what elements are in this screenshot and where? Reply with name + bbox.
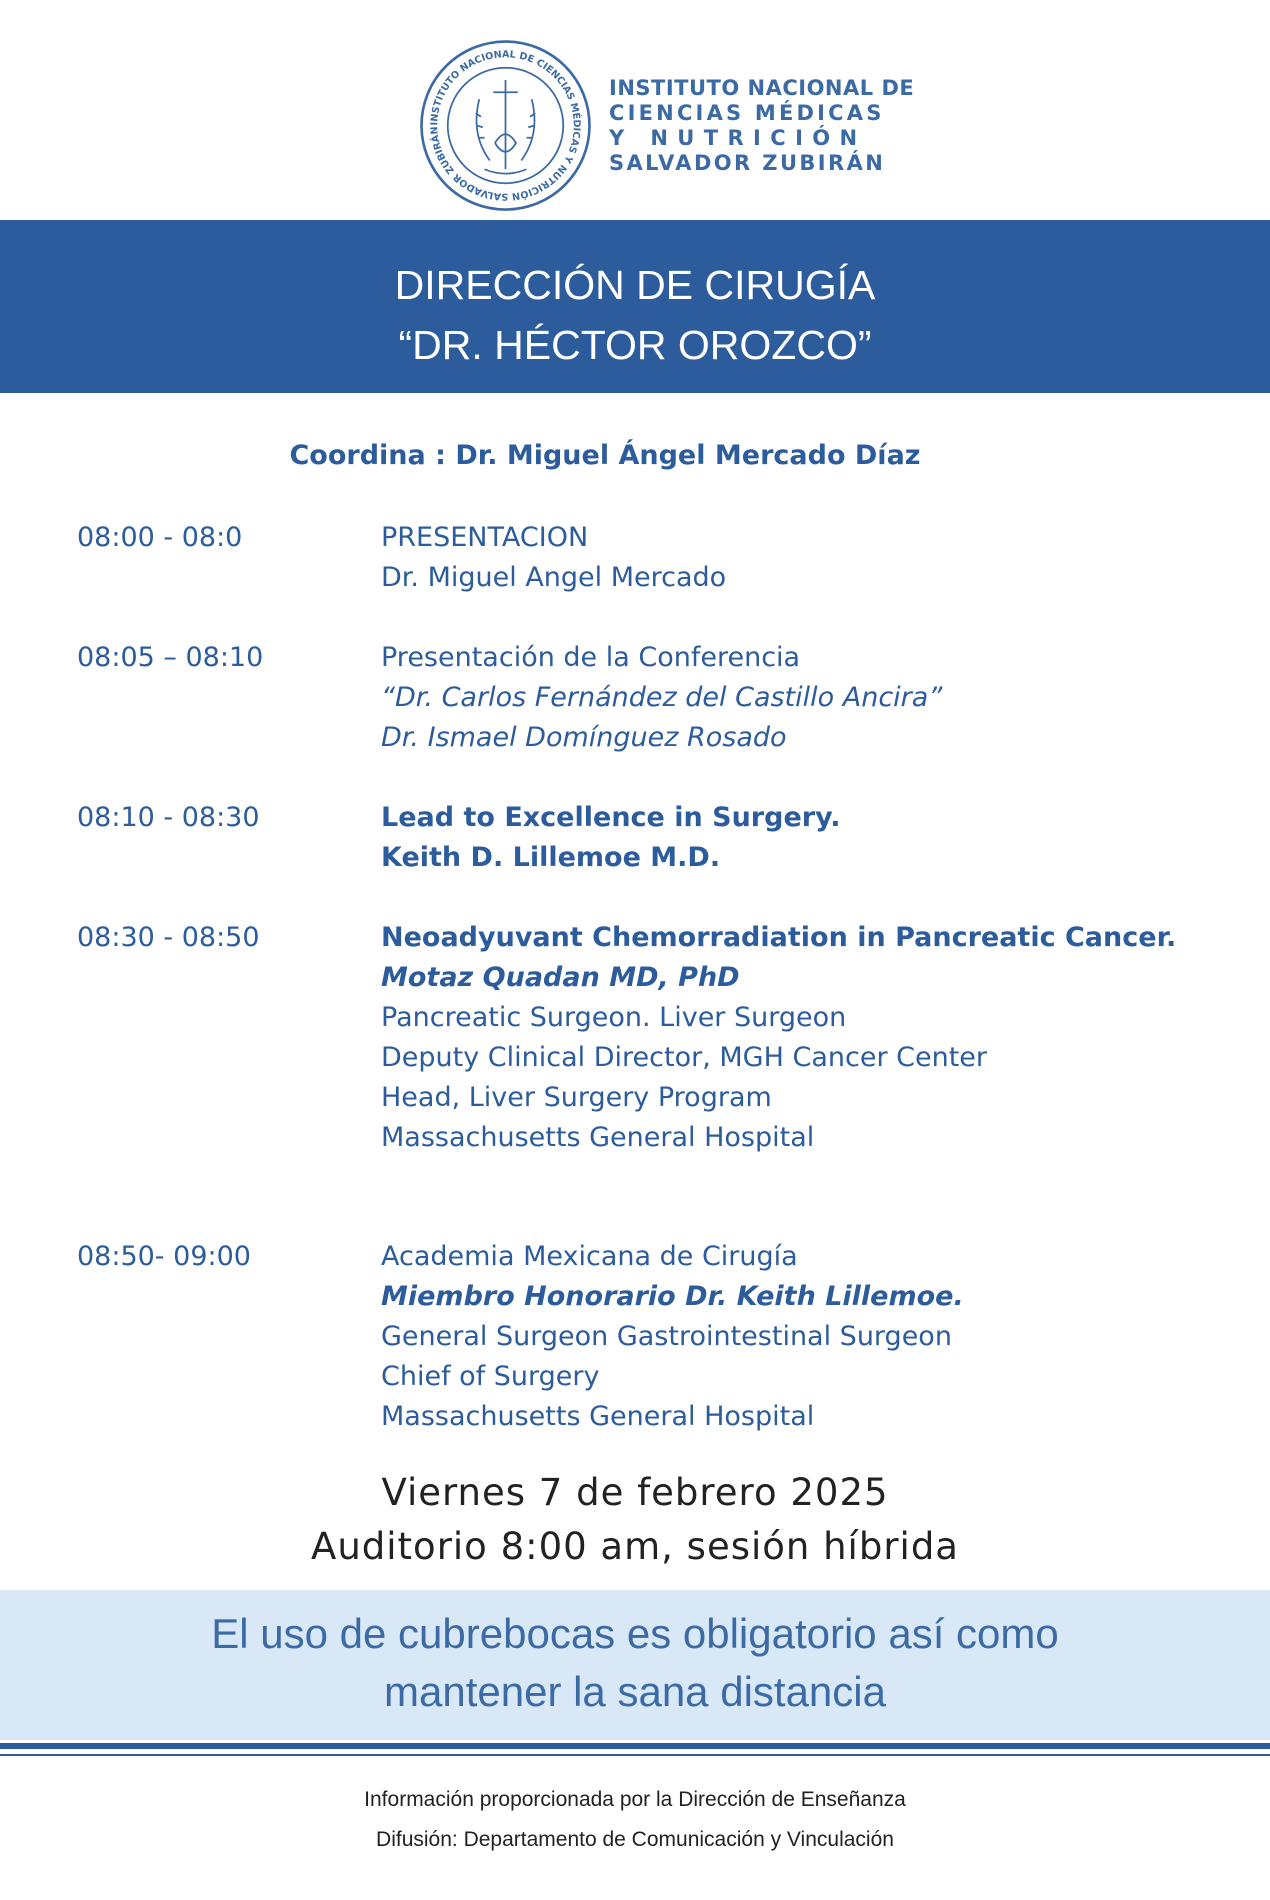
institution-name — [609, 76, 914, 176]
coordinator — [0, 440, 1270, 471]
program-line: Miembro Honorario Dr. Keith Lillemoe. — [381, 1281, 964, 1312]
program-time: 08:05 – 08:10 — [77, 642, 264, 673]
program-line: Chief of Surgery — [381, 1361, 600, 1392]
notice-line-1: El uso de cubrebocas es obligatorio así como — [211, 1610, 1059, 1657]
notice-line-2: mantener la sana distancia — [384, 1668, 886, 1715]
institution-line-2: CIENCIAS MÉDICAS — [609, 100, 885, 125]
title-banner — [0, 220, 1270, 393]
institution-seal-icon — [418, 38, 593, 213]
program-line: Head, Liver Surgery Program — [381, 1082, 772, 1113]
program-line: “Dr. Carlos Fernández del Castillo Ancira” — [381, 682, 943, 713]
divider-thick — [0, 1743, 1270, 1749]
program-lines — [381, 1237, 964, 1437]
institution-line-4: SALVADOR ZUBIRÁN — [609, 150, 886, 175]
program-lines — [381, 638, 942, 758]
program-time: 08:00 - 08:0 — [77, 522, 243, 553]
seal-ring-text: INSTITUTO NACIONAL DE CIENCIAS MÉDICAS Y NUTRICIÓN SALVADOR ZUBIRÁN — [429, 49, 582, 202]
program-time: 08:50- 09:00 — [77, 1241, 251, 1272]
program-line: PRESENTACION — [381, 522, 589, 553]
program-line: Dr. Ismael Domínguez Rosado — [381, 722, 787, 753]
program-line: Academia Mexicana de Cirugía — [381, 1241, 798, 1272]
coordinator-text: Coordina : Dr. Miguel Ángel Mercado Díaz — [289, 440, 921, 471]
program-time: 08:30 - 08:50 — [77, 922, 260, 953]
institution-line-1: INSTITUTO NACIONAL DE — [609, 75, 915, 100]
program-lines — [381, 918, 1176, 1158]
program-line: Pancreatic Surgeon. Liver Surgeon — [381, 1002, 847, 1033]
program-line: Keith D. Lillemoe M.D. — [381, 842, 721, 873]
notice-banner — [0, 1590, 1270, 1740]
program-line: Lead to Excellence in Surgery. — [381, 802, 841, 833]
program-line: Presentación de la Conferencia — [381, 642, 801, 673]
program-line: Neoadyuvant Chemorradiation in Pancreatic Cancer. — [381, 922, 1177, 953]
program-line: Massachusetts General Hospital — [381, 1401, 815, 1432]
program-lines — [381, 518, 726, 598]
program-time: 08:10 - 08:30 — [77, 802, 260, 833]
program-line: General Surgeon Gastrointestinal Surgeon — [381, 1321, 952, 1352]
footer-diffusion: Difusión: Departamento de Comunicación y Vinculación — [376, 1828, 894, 1851]
institution-logo — [418, 38, 914, 213]
program-line: Motaz Quadan MD, PhD — [381, 962, 740, 993]
program-line: Deputy Clinical Director, MGH Cancer Center — [381, 1042, 987, 1073]
banner-subtitle: “DR. HÉCTOR OROZCO” — [398, 322, 872, 368]
banner-title: DIRECCIÓN DE CIRUGÍA — [394, 262, 876, 308]
program-lines — [381, 798, 840, 878]
event-venue: Auditorio 8:00 am, sesión híbrida — [311, 1525, 959, 1568]
program-line: Dr. Miguel Angel Mercado — [381, 562, 727, 593]
footer-info: Información proporcionada por la Dirección de Enseñanza — [364, 1788, 906, 1811]
institution-line-3: Y NUTRICIÓN — [609, 125, 867, 150]
event-date: Viernes 7 de febrero 2025 — [381, 1471, 889, 1514]
divider-thin — [0, 1754, 1270, 1756]
program-line: Massachusetts General Hospital — [381, 1122, 815, 1153]
